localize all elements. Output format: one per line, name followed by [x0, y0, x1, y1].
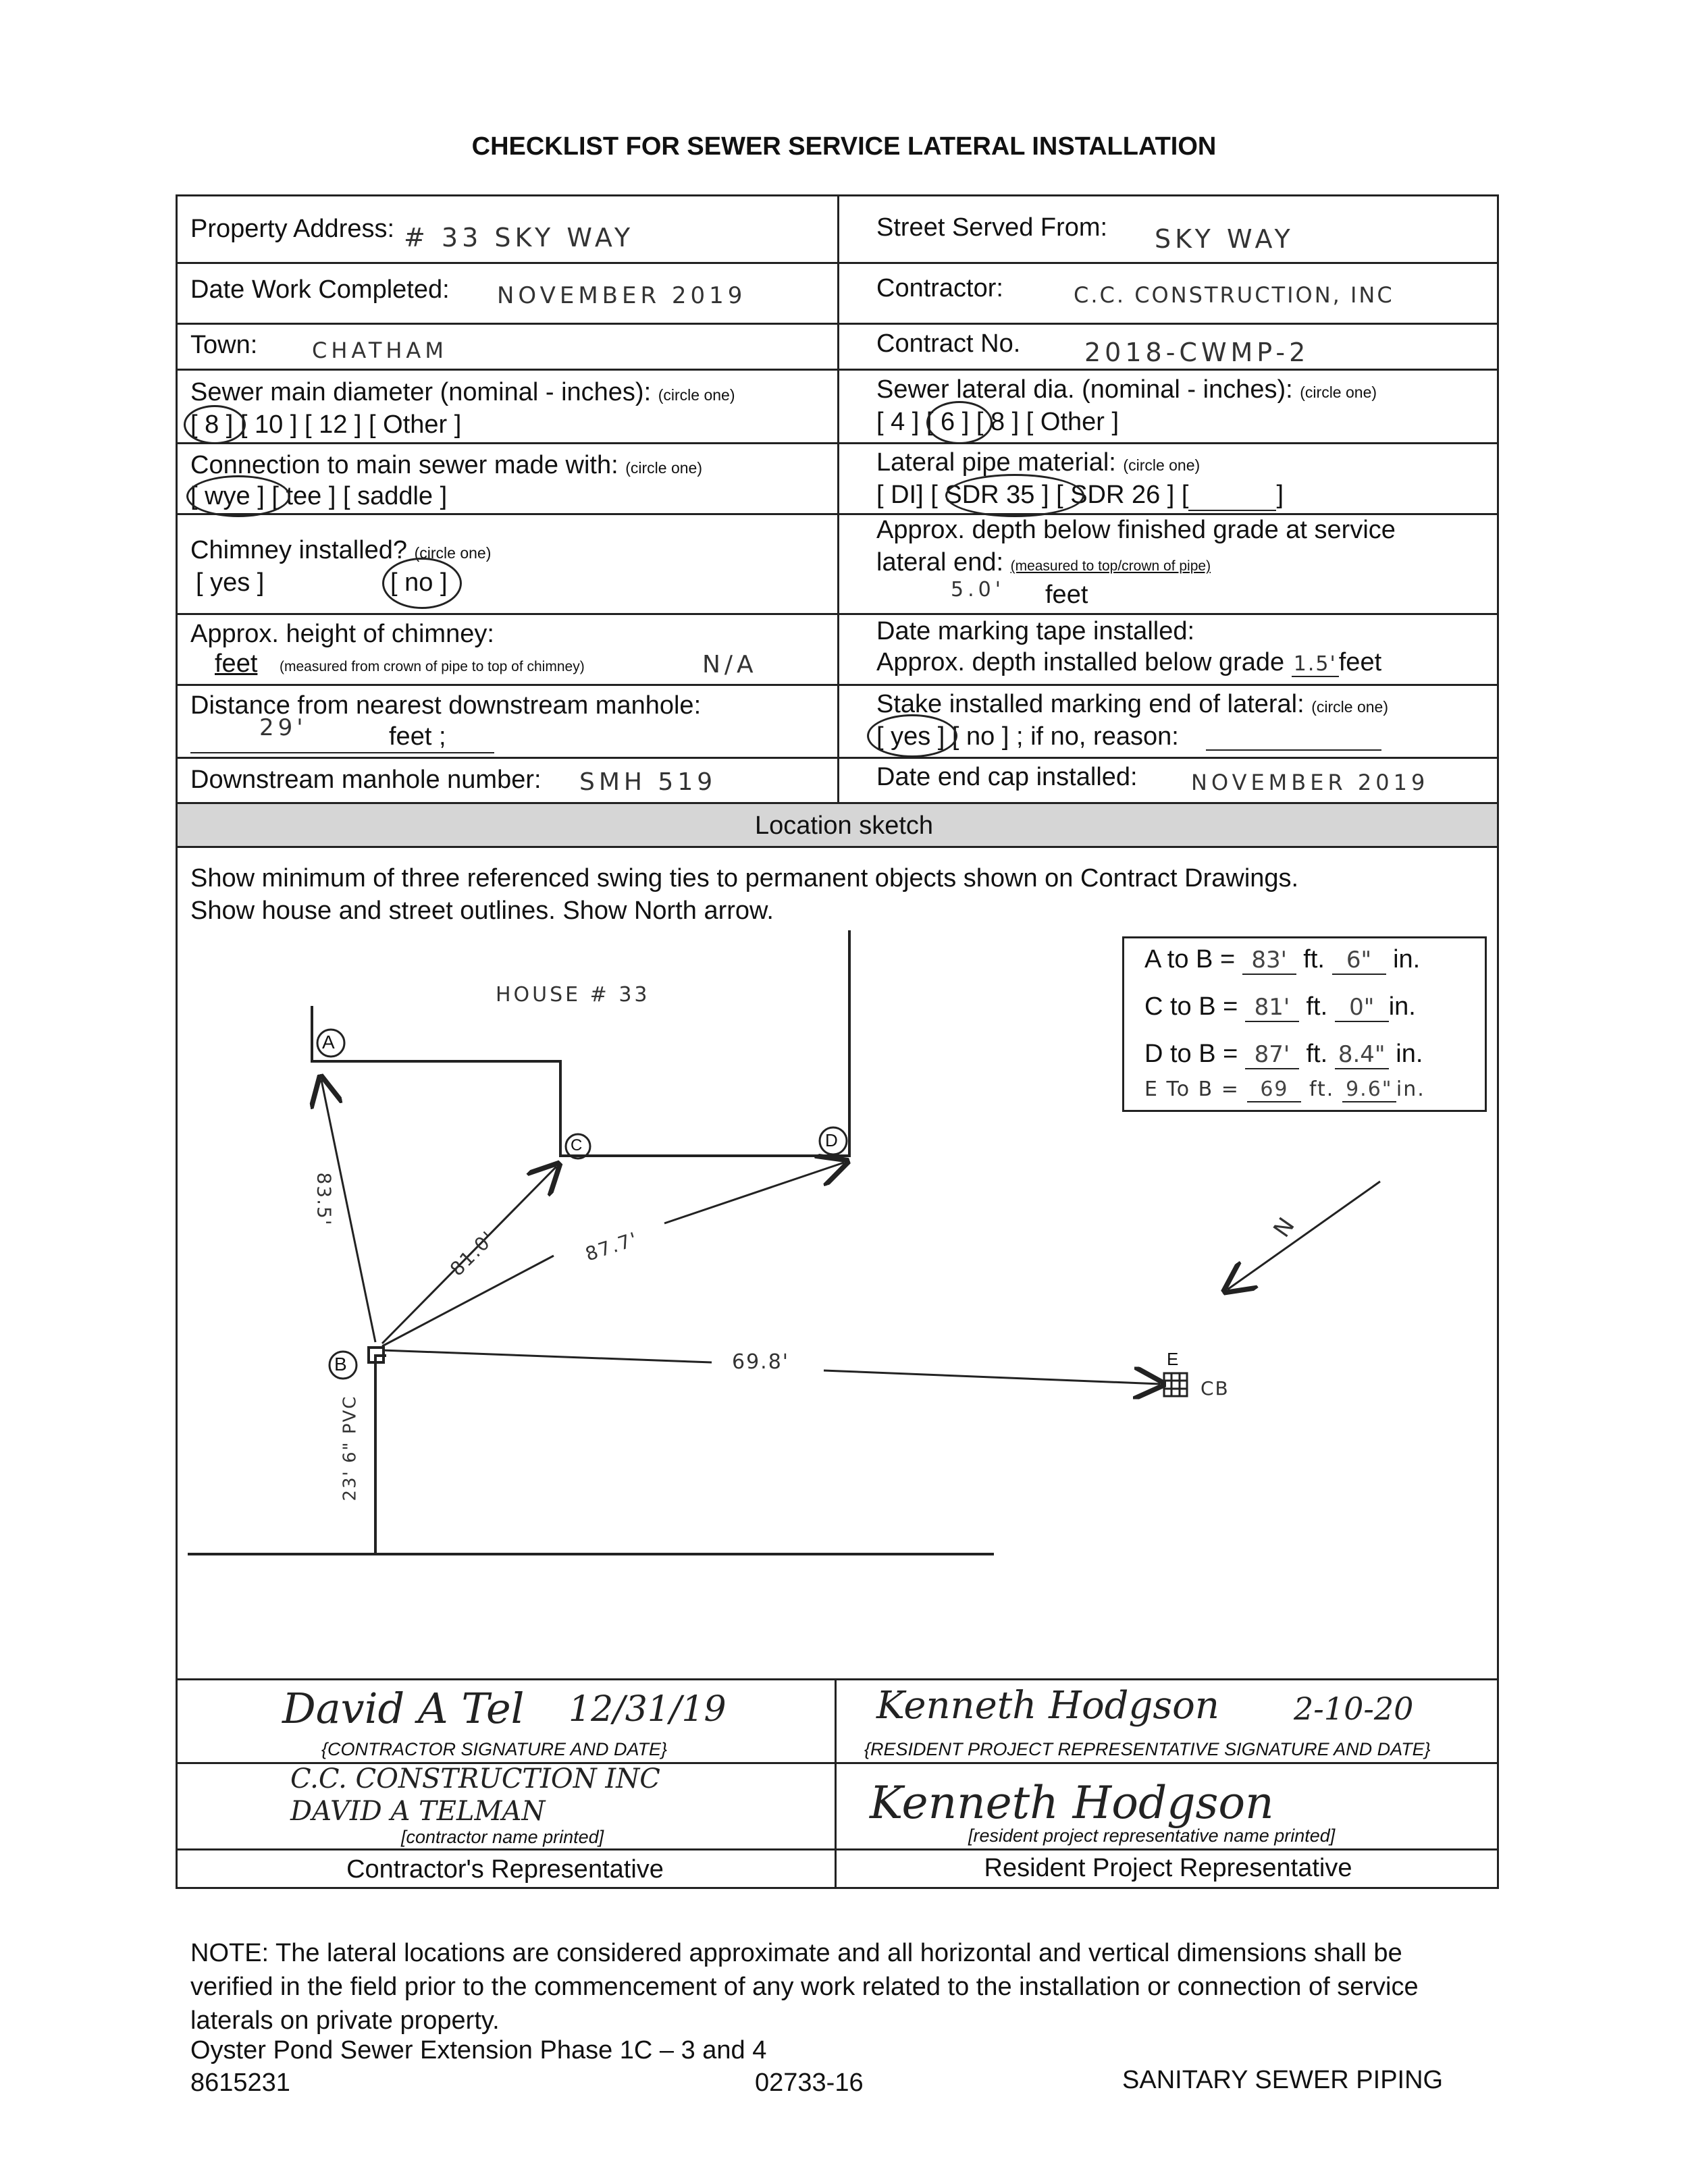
point-a-label: A	[322, 1032, 335, 1053]
contractor-representative: Contractor's Representative	[346, 1855, 664, 1884]
row-divider	[176, 1678, 1499, 1680]
tie-ab: A to B = 83' ft. 6" in.	[1144, 945, 1421, 974]
connection-label: Connection to main sewer made with: (circle one)	[190, 451, 702, 479]
chimney-height-value: N/A	[702, 651, 758, 678]
distance-label: Distance from nearest downstream manhole:	[190, 691, 702, 720]
tie-db-line-upper	[664, 1163, 844, 1223]
contractor-signature-label: {CONTRACTOR SIGNATURE AND DATE}	[321, 1739, 668, 1759]
north-arrow	[1228, 1181, 1380, 1289]
connection-options: [ wye ] [ tee ] [ saddle ]	[190, 482, 448, 510]
contractor-label: Contractor:	[876, 274, 1003, 302]
property-address-label: Property Address:	[190, 215, 395, 243]
street-served-label: Street Served From:	[876, 213, 1108, 242]
tie-db: D to B = 87' ft. 8.4" in.	[1144, 1040, 1423, 1068]
resident-signature-label: {RESIDENT PROJECT REPRESENTATIVE SIGNATURE AND DATE}	[864, 1739, 1431, 1759]
date-completed-label: Date Work Completed:	[190, 275, 450, 304]
row-divider	[176, 1848, 1499, 1850]
dim-cb-label: 81.0'	[446, 1226, 500, 1281]
dim-eb-label: 69.8'	[732, 1350, 790, 1374]
property-address-value: # 33 SKY WAY	[404, 223, 635, 252]
main-diameter-options: [ 8 ] [ 10 ] [ 12 ] [ Other ]	[190, 410, 462, 439]
service-pipe	[375, 1356, 386, 1553]
tie-cb: C to B = 81' ft. 0" in.	[1144, 992, 1416, 1021]
contractor-value: C.C. CONSTRUCTION, INC	[1074, 282, 1394, 308]
lateral-dia-options: [ 4 ] [ 6 ] [ 8 ] [ Other ]	[876, 408, 1119, 436]
point-c-label: C	[571, 1136, 583, 1154]
resident-signature: Kenneth Hodgson	[876, 1684, 1219, 1728]
contract-no-label: Contract No.	[876, 329, 1021, 358]
footer-project: Oyster Pond Sewer Extension Phase 1C – 3 and 4	[190, 2036, 767, 2065]
column-divider	[835, 1678, 837, 1889]
resident-printed-label: [resident project representative name printed]	[968, 1826, 1336, 1846]
footer-category: SANITARY SEWER PIPING	[1122, 2066, 1444, 2094]
contract-no-value: 2018-CWMP-2	[1084, 338, 1310, 367]
endcap-label: Date end cap installed:	[876, 763, 1138, 791]
page-title: CHECKLIST FOR SEWER SERVICE LATERAL INSTALLATION	[471, 132, 1217, 161]
swing-ties-box	[1122, 936, 1487, 1112]
chimney-yes: [ yes ]	[196, 568, 265, 597]
depth-label-2: lateral end: (measured to top/crown of pipe)	[876, 548, 1211, 577]
depth-unit: feet	[1045, 581, 1088, 609]
street-served-value: SKY WAY	[1155, 224, 1294, 254]
resident-printed-name: Kenneth Hodgson	[870, 1777, 1274, 1829]
tape-label-2: Approx. depth installed below grade 1.5'feet	[876, 648, 1382, 676]
point-d-label: D	[825, 1130, 838, 1150]
material-label: Lateral pipe material: (circle one)	[876, 448, 1201, 477]
footer-number: 8615231	[190, 2069, 290, 2097]
town-value: CHATHAM	[312, 338, 448, 363]
pipe-length-label: 23' 6" PVC	[340, 1395, 361, 1501]
depth-label-1: Approx. depth below finished grade at service	[876, 516, 1396, 544]
distance-value: 29'	[259, 714, 307, 741]
point-b-label: B	[334, 1354, 347, 1375]
contractor-printed-name-2: DAVID A TELMAN	[290, 1796, 546, 1827]
resident-signature-date: 2-10-20	[1294, 1690, 1414, 1727]
chimney-height-note: (measured from crown of pipe to top of chimney)	[280, 659, 585, 674]
endcap-value: NOVEMBER 2019	[1191, 770, 1429, 795]
stake-label: Stake installed marking end of lateral: (circle one)	[876, 690, 1389, 718]
house-outline	[312, 930, 849, 1156]
stake-options: [ yes ] [ no ] ; if no, reason:	[876, 722, 1179, 751]
date-completed-value: NOVEMBER 2019	[497, 282, 747, 309]
house-label: HOUSE # 33	[496, 983, 650, 1007]
dim-ab-label: 83.5'	[313, 1172, 336, 1227]
town-label: Town:	[190, 331, 258, 359]
note-text: NOTE: The lateral locations are considered approximate and all horizontal and vertical dimensions shall be verified in the field prior to the commencement of any work related to the installation or connection of service laterals on private property.	[190, 1939, 1419, 2035]
distance-suffix: feet ;	[389, 722, 446, 751]
point-e-label: E	[1167, 1349, 1179, 1369]
sketch-instruction-1: Show minimum of three referenced swing ties to permanent objects shown on Contract Drawings.	[190, 864, 1299, 893]
tape-label-1: Date marking tape installed:	[876, 617, 1195, 645]
catch-basin	[1164, 1373, 1187, 1396]
contractor-printed-name-1: C.C. CONSTRUCTION INC	[290, 1763, 660, 1794]
tie-eb-line-left	[382, 1350, 712, 1362]
chimney-height-label: Approx. height of chimney:	[190, 620, 494, 648]
footer-section: 02733-16	[755, 2069, 864, 2097]
north-label: N	[1268, 1209, 1303, 1243]
manhole-value: SMH 519	[579, 768, 717, 796]
tie-eb-line-right	[824, 1370, 1160, 1384]
chimney-height-unit: feet	[215, 649, 258, 678]
manhole-label: Downstream manhole number:	[190, 766, 542, 794]
main-diameter-label: Sewer main diameter (nominal - inches): (circle one)	[190, 378, 735, 406]
material-options: [ DI] [ SDR 35 ] [ SDR 26 ] [ ]	[876, 481, 1284, 511]
resident-representative: Resident Project Representative	[984, 1854, 1352, 1882]
tie-eb: E To B = 69 ft. 9.6" in.	[1144, 1077, 1425, 1101]
depth-value: 5.0'	[951, 578, 1005, 602]
location-sketch-title: Location sketch	[754, 811, 934, 840]
contractor-signature: David A Tel	[282, 1684, 525, 1733]
contractor-signature-date: 12/31/19	[569, 1689, 727, 1730]
chimney-no: [ no ]	[390, 568, 448, 597]
contractor-printed-label: [contractor name printed]	[401, 1827, 604, 1847]
sketch-instruction-2: Show house and street outlines. Show North arrow.	[190, 897, 774, 925]
lateral-dia-label: Sewer lateral dia. (nominal - inches): (circle one)	[876, 375, 1377, 404]
catch-basin-label: CB	[1201, 1377, 1230, 1400]
chimney-label: Chimney installed? (circle one)	[190, 536, 492, 564]
dim-db-label: 87.7'	[582, 1227, 641, 1266]
